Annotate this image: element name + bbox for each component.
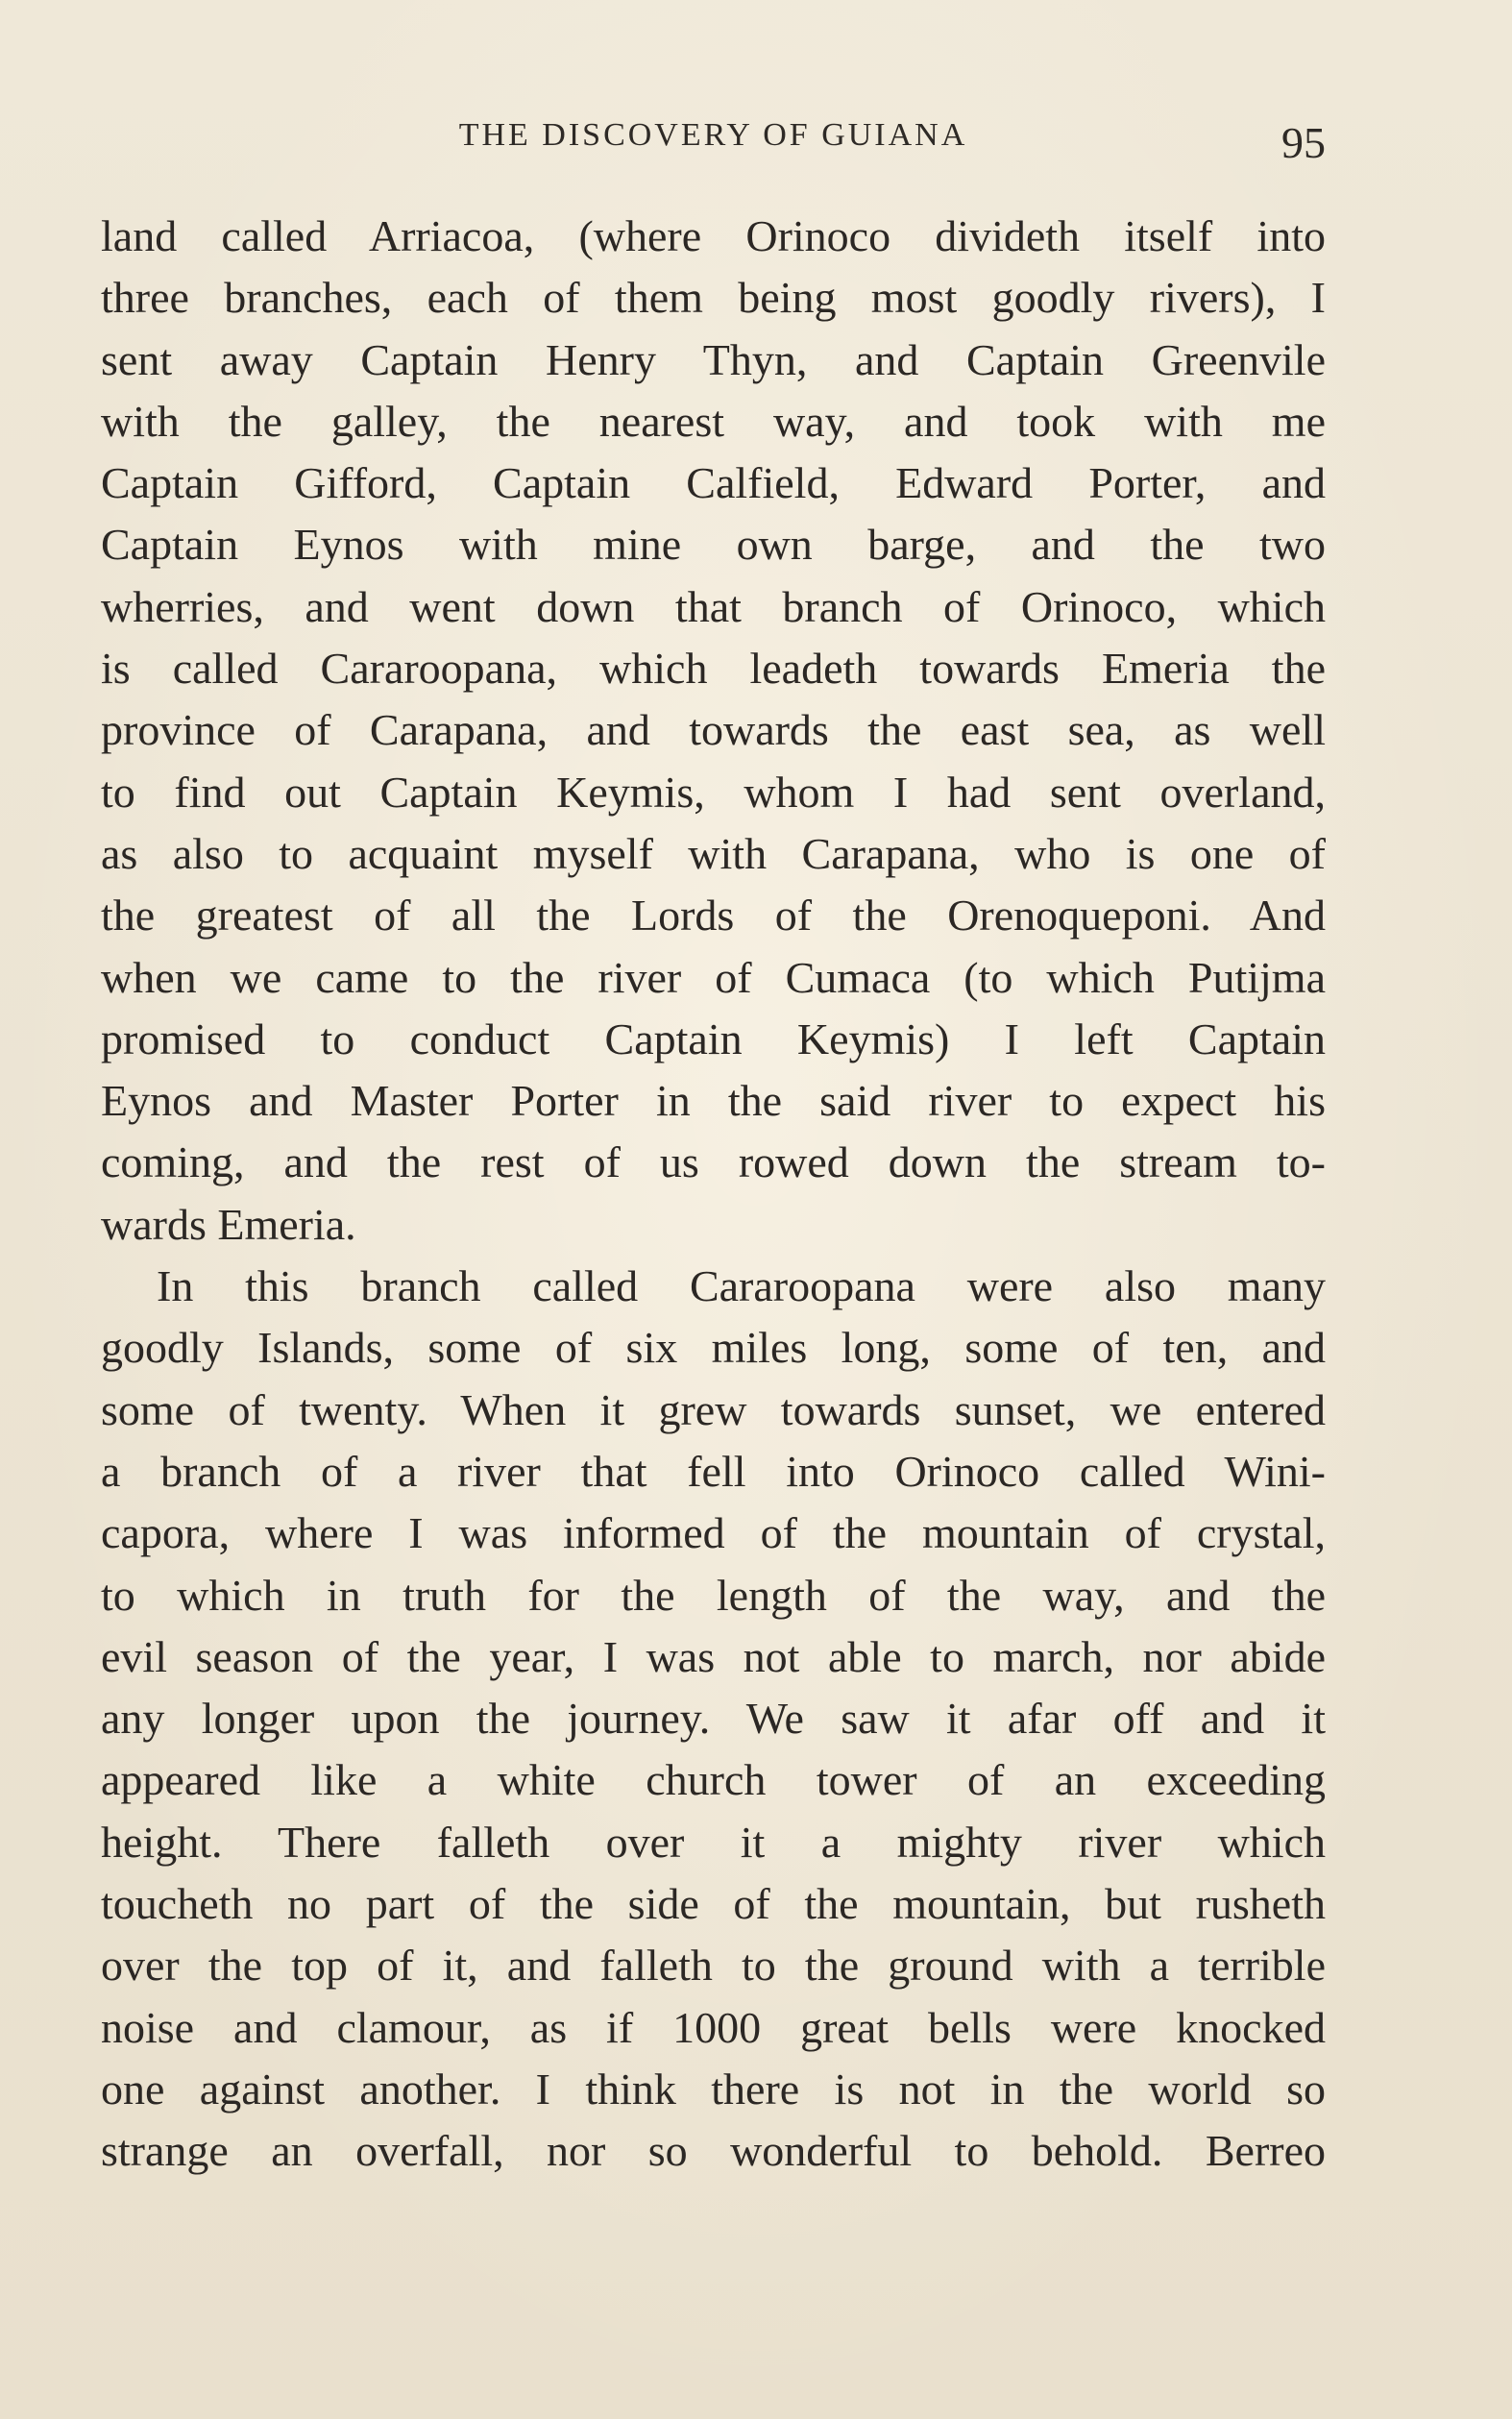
text-line: some of twenty. When it grew towards sunset, we entered [101, 1384, 1326, 1434]
text-line: land called Arriacoa, (where Orinoco divideth itself into [101, 211, 1326, 260]
text-line: to find out Captain Keymis, whom I had sent overland, [101, 767, 1326, 817]
running-head [101, 117, 1326, 175]
body-text [101, 206, 1326, 2183]
paragraph-2 [101, 1256, 1326, 2182]
text-line: as also to acquaint myself with Carapana, who is one of [101, 828, 1326, 878]
text-line: evil season of the year, I was not able to march, nor abide [101, 1631, 1326, 1681]
text-line: appeared like a white church tower of an exceeding [101, 1755, 1326, 1805]
text-line: Captain Gifford, Captain Calfield, Edward Porter, and [101, 458, 1326, 508]
text-line: wards Emeria. [101, 1199, 356, 1249]
text-line: a branch of a river that fell into Orinoco called Wini- [101, 1446, 1326, 1496]
text-line: to which in truth for the length of the way, and the [101, 1570, 1326, 1620]
text-line: Eynos and Master Porter in the said river to expect his [101, 1076, 1326, 1126]
text-line: In this branch called Cararoopana were also many [157, 1261, 1326, 1311]
text-line: when we came to the river of Cumaca (to which Putijma [101, 952, 1326, 1002]
text-line: noise and clamour, as if 1000 great bells were knocked [101, 2002, 1326, 2052]
text-line: three branches, each of them being most goodly rivers), I [101, 273, 1326, 323]
text-line: coming, and the rest of us rowed down the stream to- [101, 1137, 1326, 1187]
text-line: wherries, and went down that branch of Orinoco, which [101, 581, 1326, 631]
text-line: over the top of it, and falleth to the ground with a terrible [101, 1941, 1326, 1991]
running-head-title: THE DISCOVERY OF GUIANA [458, 117, 968, 153]
text-line: any longer upon the journey. We saw it afar off and it [101, 1694, 1326, 1744]
text-line: capora, where I was informed of the mountain of crystal, [101, 1508, 1326, 1558]
page-number: 95 [1281, 118, 1326, 167]
text-line: with the galley, the nearest way, and took with me [101, 396, 1326, 446]
text-line: Captain Eynos with mine own barge, and the two [101, 520, 1326, 570]
text-line: one against another. I think there is not in the world so [101, 2064, 1326, 2114]
text-line: goodly Islands, some of six miles long, some of ten, and [101, 1323, 1326, 1373]
text-line: sent away Captain Henry Thyn, and Captain Greenvile [101, 334, 1326, 384]
text-line: is called Cararoopana, which leadeth towards Emeria the [101, 644, 1326, 694]
text-line: province of Carapana, and towards the east sea, as well [101, 705, 1326, 755]
paragraph-1 [101, 206, 1326, 1256]
text-line: strange an overfall, nor so wonderful to behold. Berreo [101, 2126, 1326, 2176]
text-line: promised to conduct Captain Keymis) I left Captain [101, 1014, 1326, 1063]
text-line: toucheth no part of the side of the mountain, but rusheth [101, 1879, 1326, 1929]
text-line: height. There falleth over it a mighty river which [101, 1817, 1326, 1867]
text-line: the greatest of all the Lords of the Orenoqueponi. And [101, 891, 1326, 941]
